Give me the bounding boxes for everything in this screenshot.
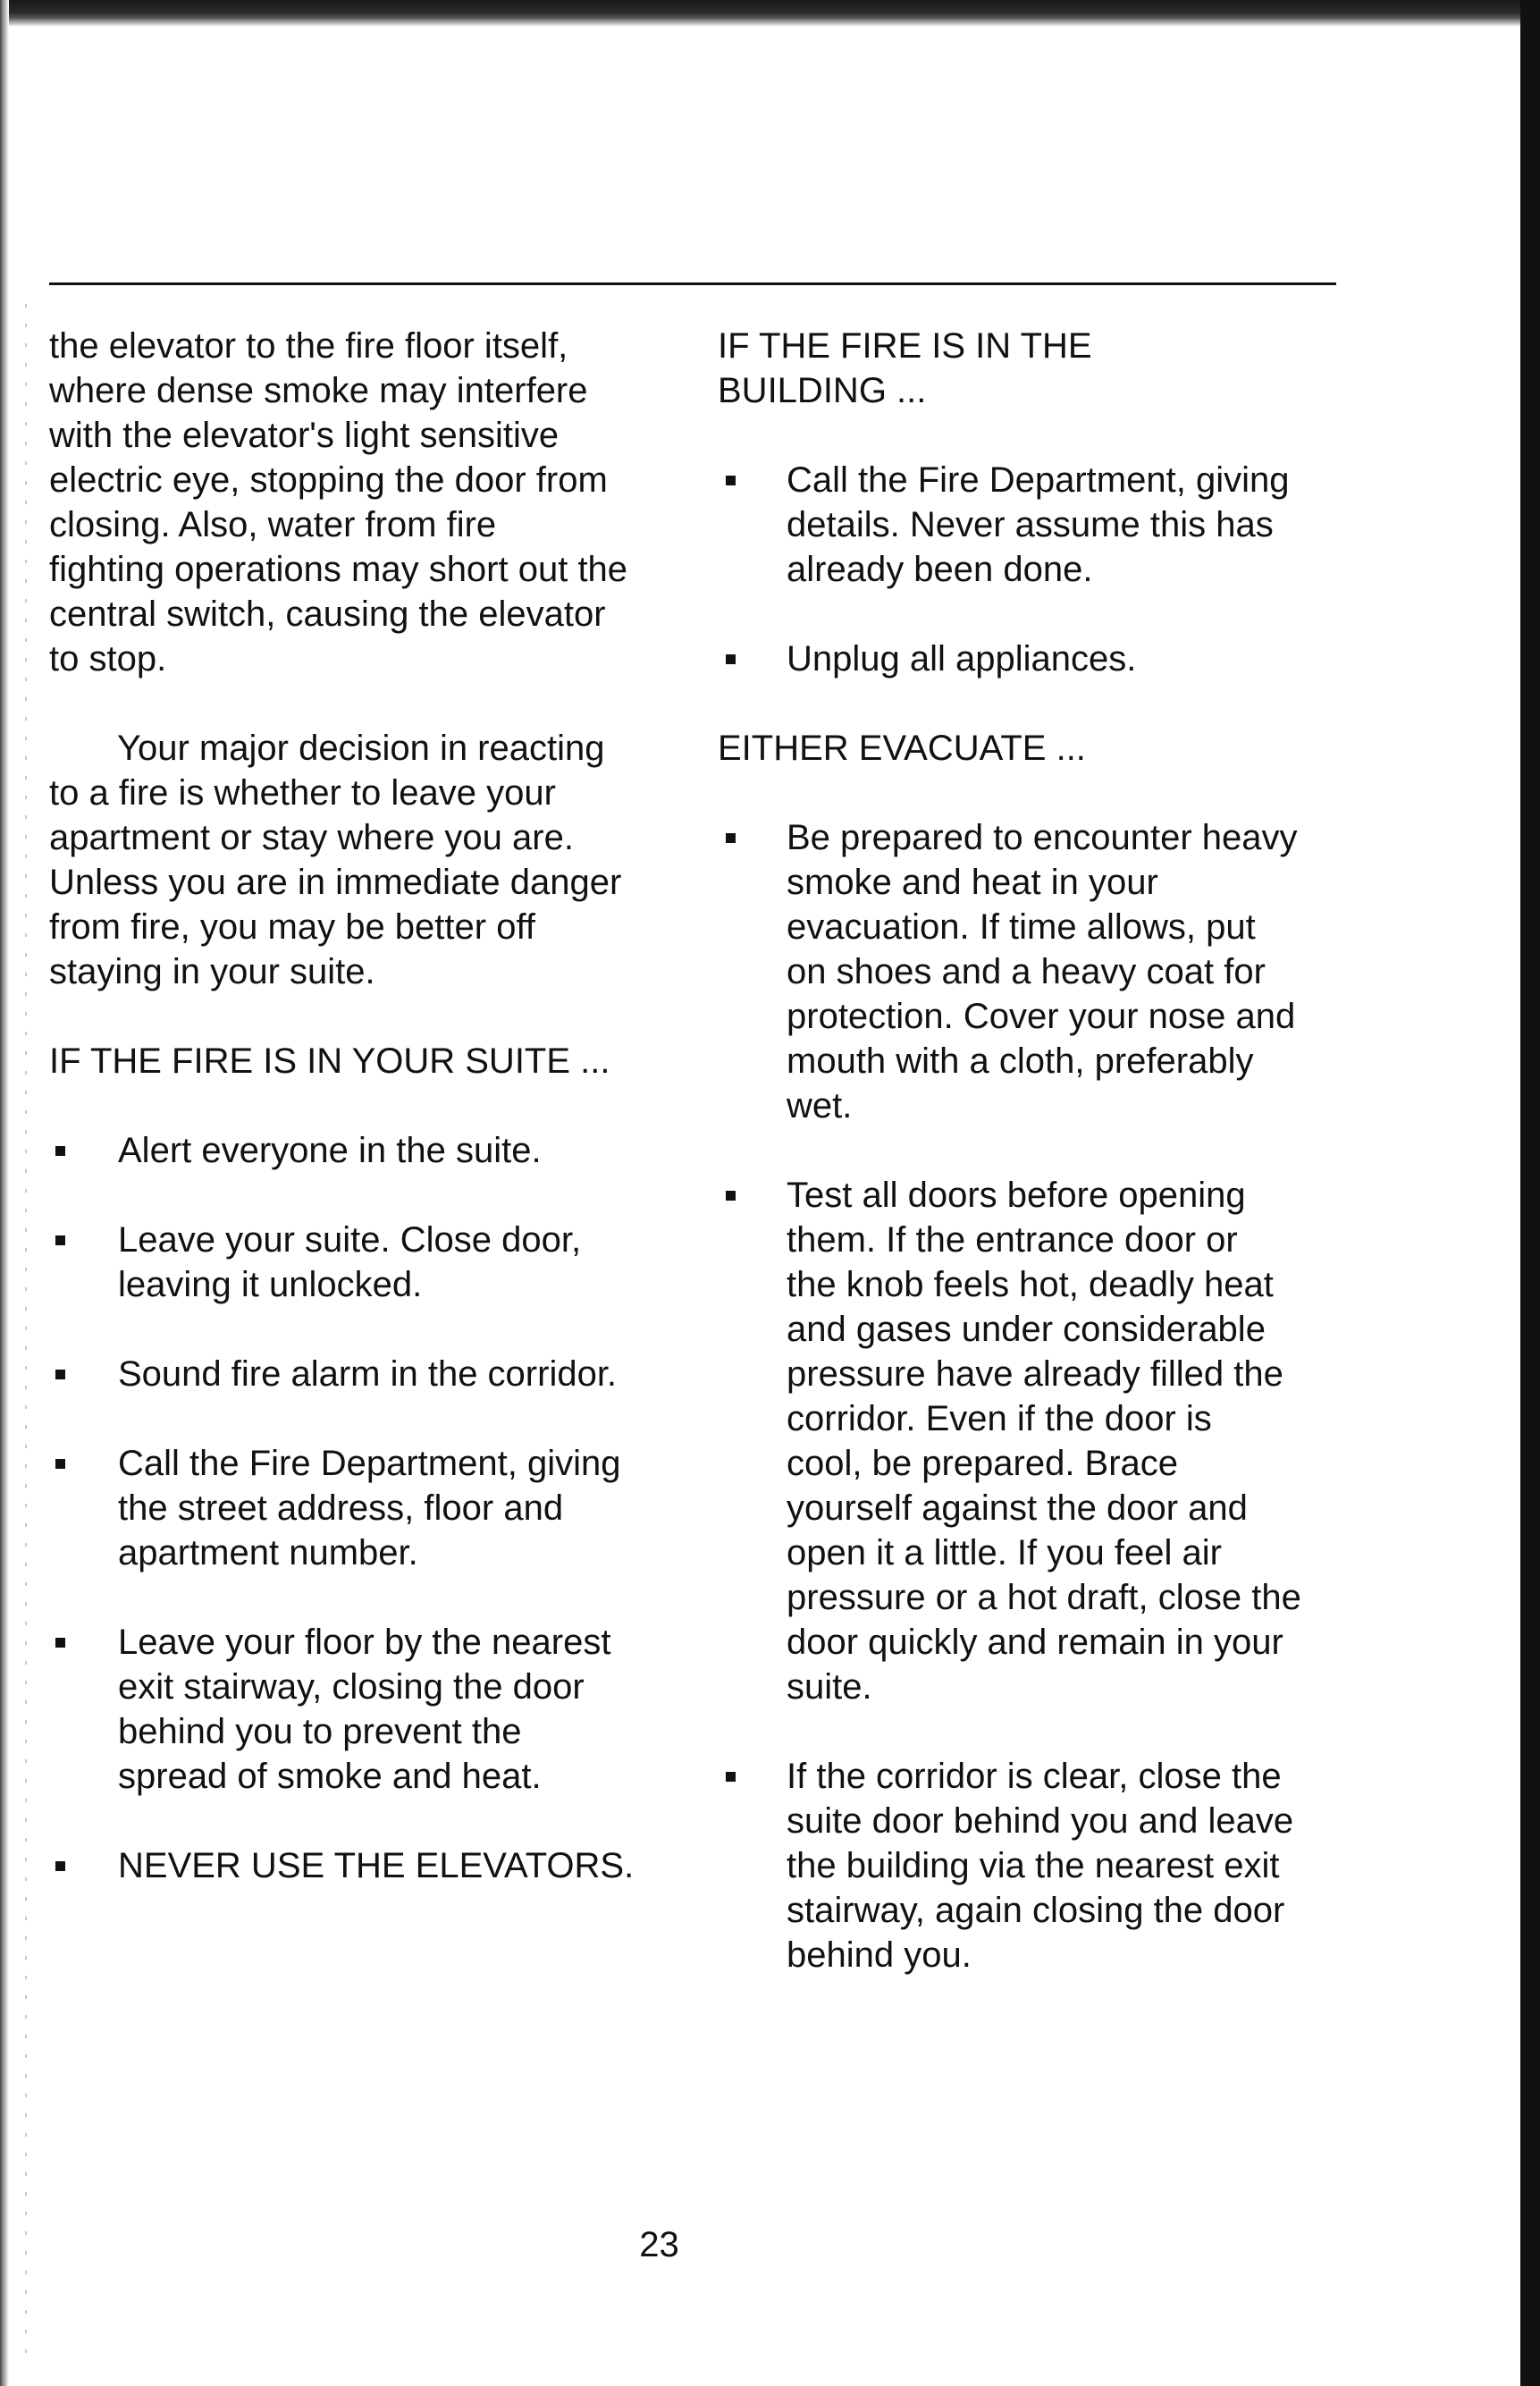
left-paragraph-decision: Your major decision in reacting to a fire is whether to leave your apartment or stay where you are. Unless you are in immediate danger from fire, you may be better off staying in your suite. (49, 729, 622, 991)
suite-fire-bullet-list (49, 1128, 693, 1888)
list-item-text: Sound fire alarm in the corridor. (118, 1354, 618, 1394)
list-item-text: If the corridor is clear, close the suite door behind you and leave the building via the nearest exit stairway, again closing the door behind you. (787, 1757, 1294, 1975)
list-item-text: Leave your suite. Close door, leaving it unlocked. (118, 1220, 582, 1304)
list-item-text: Test all doors before opening them. If the entrance door or the knob feels hot, deadly heat and gases under considerable pressure have already filled the corridor. Even if the door is cool, be prepared. Brace yourself against the door and open it a little. If you feel air pressure or a hot draft, close the door quickly and remain in your suite. (787, 1176, 1301, 1707)
bullet-square-icon (55, 1370, 65, 1379)
left-paragraph-elevator: the elevator to the fire floor itself, where dense smoke may interfere with the elevator's light sensitive electric eye, stopping the door from closing. Also, water from fire fighting operations may short out the central switch, causing the elevator to stop. (49, 326, 628, 679)
list-item-text: Leave your floor by the nearest exit stairway, closing the door behind you to prevent the spread of smoke and heat. (118, 1623, 611, 1796)
right-column (718, 324, 1361, 2022)
page-number: 23 (639, 2225, 679, 2264)
heading-fire-in-suite: IF THE FIRE IS IN YOUR SUITE ... (49, 1041, 610, 1081)
list-item-text: Alert everyone in the suite. (118, 1131, 542, 1170)
building-fire-bullet-list (718, 458, 1361, 681)
scan-left-edge (0, 0, 9, 2386)
list-item-text: Be prepared to encounter heavy smoke and heat in your evacuation. If time allows, put on shoes and a heavy coat for protection. Cover your nose and mouth with a cloth, preferably wet. (787, 818, 1298, 1126)
list-item-text: Call the Fire Department, giving details. Never assume this has already been done. (787, 460, 1290, 589)
bullet-square-icon (55, 1459, 65, 1469)
scan-binding-marks (25, 304, 27, 2360)
list-item (718, 815, 1361, 1128)
list-item (49, 1441, 693, 1575)
bullet-square-icon (726, 476, 736, 485)
bullet-square-icon (55, 1638, 65, 1648)
bullet-square-icon (726, 833, 736, 843)
evacuate-bullet-list (718, 815, 1361, 1977)
scan-right-edge (1520, 0, 1540, 2386)
list-item (718, 1173, 1361, 1709)
left-column (49, 324, 693, 1933)
list-item (49, 1352, 693, 1396)
scan-top-edge (0, 0, 1540, 27)
list-item (718, 1754, 1361, 1977)
bullet-square-icon (726, 1772, 736, 1782)
list-item (49, 1128, 693, 1173)
list-item (49, 1843, 693, 1888)
bullet-square-icon (726, 654, 736, 664)
heading-fire-in-building: IF THE FIRE IS IN THE BUILDING ... (718, 326, 1092, 410)
list-item-text: NEVER USE THE ELEVATORS. (118, 1846, 635, 1885)
bullet-square-icon (55, 1861, 65, 1871)
heading-either-evacuate: EITHER EVACUATE ... (718, 729, 1086, 768)
list-item-text: Call the Fire Department, giving the street address, floor and apartment number. (118, 1444, 621, 1572)
bullet-square-icon (55, 1146, 65, 1156)
bullet-square-icon (726, 1191, 736, 1201)
header-rule (49, 282, 1336, 285)
bullet-square-icon (55, 1235, 65, 1245)
list-item (718, 458, 1361, 592)
list-item (49, 1218, 693, 1307)
list-item (49, 1620, 693, 1799)
list-item (718, 637, 1361, 681)
list-item-text: Unplug all appliances. (787, 639, 1137, 679)
